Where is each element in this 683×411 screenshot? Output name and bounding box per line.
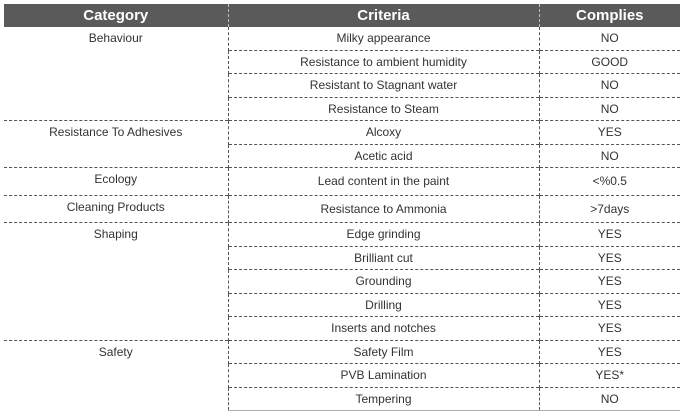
table-body — [4, 27, 680, 411]
category-cell: Resistance To Adhesives — [4, 121, 228, 168]
criteria-cell: Lead content in the paint — [228, 168, 539, 196]
criteria-cell: Brilliant cut — [228, 246, 539, 270]
complies-cell: YES — [539, 270, 680, 294]
complies-cell: >7days — [539, 195, 680, 223]
table-row — [4, 121, 680, 145]
header-complies: Complies — [539, 4, 680, 27]
criteria-cell: Grounding — [228, 270, 539, 294]
complies-cell: YES — [539, 340, 680, 364]
complies-cell: NO — [539, 97, 680, 121]
complies-cell: NO — [539, 74, 680, 98]
header-criteria: Criteria — [228, 4, 539, 27]
criteria-cell: Inserts and notches — [228, 317, 539, 341]
criteria-cell: Drilling — [228, 293, 539, 317]
category-cell: Ecology — [4, 168, 228, 196]
criteria-cell: Milky appearance — [228, 27, 539, 50]
complies-cell: <%0.5 — [539, 168, 680, 196]
table-row — [4, 195, 680, 223]
header-category: Category — [4, 4, 228, 27]
criteria-cell: Tempering — [228, 387, 539, 411]
criteria-cell: Resistance to Ammonia — [228, 195, 539, 223]
category-cell: Behaviour — [88, 31, 143, 45]
table-row — [4, 168, 680, 196]
criteria-cell: Acetic acid — [228, 144, 539, 168]
criteria-cell: Alcoxy — [228, 121, 539, 145]
complies-cell: YES — [539, 317, 680, 341]
complies-cell: NO — [539, 387, 680, 411]
complies-cell: YES — [539, 246, 680, 270]
criteria-cell: Resistant to Stagnant water — [228, 74, 539, 98]
complies-cell: YES* — [539, 364, 680, 388]
complies-cell: YES — [539, 293, 680, 317]
criteria-cell: Resistance to Steam — [228, 97, 539, 121]
criteria-cell: Resistance to ambient humidity — [228, 50, 539, 74]
criteria-cell: Edge grinding — [228, 223, 539, 247]
table-row — [4, 223, 680, 247]
category-cell: Cleaning Products — [4, 195, 228, 223]
criteria-cell: Safety Film — [228, 340, 539, 364]
complies-cell: GOOD — [539, 50, 680, 74]
category-cell: Safety — [4, 340, 228, 411]
compliance-table — [4, 4, 680, 411]
table-row — [4, 27, 680, 50]
table-header — [4, 4, 680, 27]
table-row — [4, 340, 680, 364]
complies-cell: YES — [539, 223, 680, 247]
category-cell: Shaping — [4, 223, 228, 341]
complies-cell: NO — [539, 27, 680, 50]
criteria-cell: PVB Lamination — [228, 364, 539, 388]
complies-cell: YES — [539, 121, 680, 145]
header-row — [4, 4, 680, 27]
complies-cell: NO — [539, 144, 680, 168]
